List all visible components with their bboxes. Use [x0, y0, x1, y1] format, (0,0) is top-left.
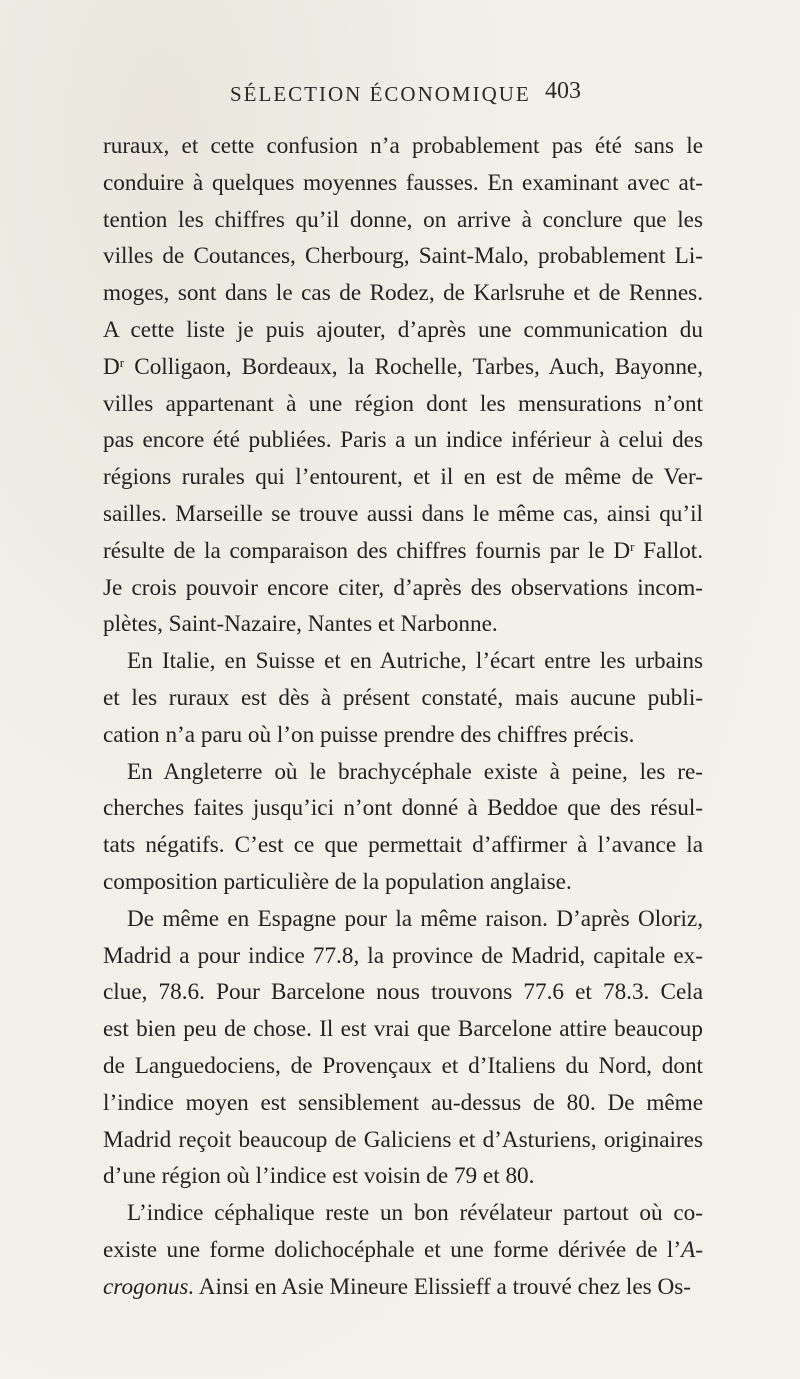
body-text — [103, 128, 703, 1306]
text-line: cherches faites jusqu’ici n’ont donné à Beddoe que des résul- — [103, 795, 703, 822]
italic-genus-tail: crogonus. — [103, 1273, 195, 1300]
text-line: plètes, Saint-Nazaire, Nantes et Narbonne. — [103, 611, 498, 638]
text-line: Madrid a pour indice 77.8, la province de Madrid, capitale ex- — [103, 942, 703, 969]
text-line: moges, sont dans le cas de Rodez, de Karlsruhe et de Rennes. — [103, 280, 703, 307]
text-line-rest: Colligaon, Bordeaux, la Rochelle, Tarbes, Auch, Bayonne, — [134, 353, 704, 380]
text-line: cation n’a paru où l’on puisse prendre des chiffres précis. — [103, 721, 635, 748]
text-line-with-italic — [103, 1269, 703, 1306]
text-line: est bien peu de chose. Il est vrai que Barcelone attire beaucoup — [103, 1016, 703, 1043]
text-line-with-italic — [103, 1232, 703, 1269]
doctor-abbrev: D — [103, 353, 120, 380]
text-line: pas encore été publiées. Paris a un indice inférieur à celui des — [103, 427, 703, 454]
text-line: De même en Espagne pour la même raison. D’après Oloriz, — [127, 905, 703, 932]
text-line-with-abbrev — [103, 349, 703, 386]
page-header — [0, 78, 800, 112]
text-line: d’une région où l’indice est voisin de 79 et 80. — [103, 1163, 535, 1190]
text-line: L’indice céphalique reste un bon révélateur partout où co- — [127, 1200, 703, 1227]
doctor-abbrev: D — [613, 537, 631, 564]
running-head: SÉLECTION ÉCONOMIQUE — [230, 82, 531, 106]
text-line: ruraux, et cette confusion n’a probablement pas été sans le — [103, 133, 703, 159]
text-line: régions rurales qui l’entourent, et il en est de même de Ver- — [103, 464, 703, 491]
text-line: conduire à quelques moyennes fausses. En examinant avec at- — [103, 169, 703, 196]
italic-genus-head: A- — [681, 1236, 703, 1263]
text-line: l’indice moyen est sensiblement au-dessus de 80. De même — [103, 1089, 703, 1116]
text-line-start: résulte de la comparaison des chiffres fournis par le — [103, 537, 605, 564]
text-line: villes de Coutances, Cherbourg, Saint-Malo, probablement Li- — [103, 243, 703, 270]
text-line: et les ruraux est dès à présent constaté, mais aucune publi- — [103, 684, 703, 711]
text-line: En Italie, en Suisse et en Autriche, l’écart entre les urbains — [127, 648, 703, 675]
text-line-rest: Ainsi en Asie Mineure Elissieff a trouvé chez les Os- — [198, 1273, 691, 1300]
fallot-name: Fallot. — [643, 537, 704, 564]
text-line: de Languedociens, de Provençaux et d’Italiens du Nord, dont — [103, 1052, 703, 1079]
text-line: tention les chiffres qu’il donne, on arrive à conclure que les — [103, 206, 703, 233]
text-line: Madrid reçoit beaucoup de Galiciens et d’Asturiens, originaires — [103, 1126, 703, 1153]
text-line-with-abbrev — [103, 533, 703, 570]
text-line: En Angleterre où le brachycéphale existe à peine, les re- — [127, 758, 703, 785]
doctor-abbrev-sup: r — [119, 354, 125, 370]
text-line-start: existe une forme dolichocéphale et une forme dérivée de l’ — [103, 1236, 682, 1263]
text-line: A cette liste je puis ajouter, d’après une communication du — [103, 316, 703, 343]
text-line: clue, 78.6. Pour Barcelone nous trouvons 77.6 et 78.3. Cela — [103, 979, 703, 1006]
doctor-abbrev-sup: r — [630, 538, 635, 554]
text-line: villes appartenant à une région dont les mensurations n’ont — [103, 390, 703, 417]
text-line: Je crois pouvoir encore citer, d’après des observations incom- — [103, 574, 703, 601]
text-line: tats négatifs. C’est ce que permettait d’affirmer à l’avance la — [103, 832, 703, 859]
text-line: sailles. Marseille se trouve aussi dans le même cas, ainsi qu’il — [103, 500, 703, 527]
text-line: composition particulière de la population anglaise. — [103, 868, 572, 895]
page-number: 403 — [545, 78, 581, 104]
